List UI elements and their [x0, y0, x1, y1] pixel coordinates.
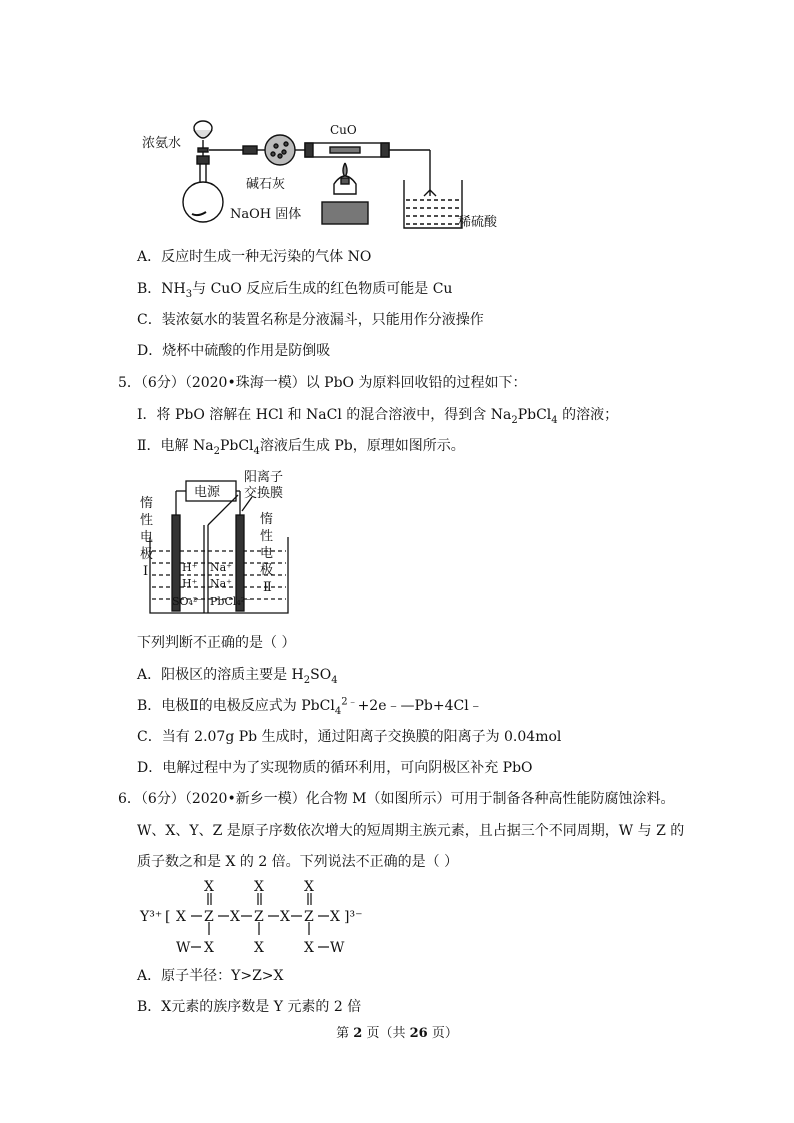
membrane-label-2: 交换膜 — [244, 486, 284, 501]
label-sodalime: 碱石灰 — [246, 177, 286, 192]
right-electrode-char: 极 — [260, 563, 274, 578]
atom-x: X — [176, 909, 186, 925]
option-text: 反应时生成一种无污染的气体 NO — [161, 249, 372, 265]
q4-option-c — [137, 310, 484, 330]
formula-charge: ]³⁻ — [344, 909, 363, 925]
q5-heading: 5．（6分）（2020•珠海一模）以 PbO 为原料回收铅的过程如下： — [118, 375, 527, 391]
atom-x: X — [304, 879, 314, 895]
ion-label: H⁺ — [182, 577, 198, 590]
option-letter: C． — [137, 312, 162, 328]
option-letter: D． — [137, 343, 163, 359]
q6-line-3: 质子数之和是 X 的 2 倍。下列说法不正确的是（ ） — [137, 854, 459, 870]
compound-m-formula — [138, 878, 378, 960]
apparatus-drawing — [183, 121, 462, 228]
right-electrode-char: 性 — [260, 529, 274, 544]
q5-prompt: 下列判断不正确的是（ ） — [137, 635, 296, 651]
formula-text: NH — [161, 281, 186, 297]
option-letter: B． — [137, 281, 162, 297]
subscript: 4 — [551, 414, 558, 426]
option-letter: A． — [137, 249, 162, 265]
option-text: 与 CuO 反应后生成的红色物质可能是 Cu — [192, 281, 453, 297]
step-text: PbCl — [517, 407, 552, 423]
apparatus-figure — [140, 118, 510, 236]
ion-label: Na⁺ — [210, 577, 232, 590]
left-electrode-char: 惰 — [140, 496, 154, 511]
atom-w: W — [176, 940, 191, 956]
atom-x: X — [304, 940, 314, 956]
step-text: 的溶液； — [557, 407, 619, 423]
label-acid: 稀硫酸 — [458, 215, 498, 230]
electrolysis-figure — [138, 467, 298, 619]
subscript: 2 — [303, 674, 311, 686]
subscript: 4 — [331, 674, 338, 686]
page-number: 2 — [353, 1026, 363, 1041]
right-electrode-char: 惰 — [260, 512, 274, 527]
subscript: 3 — [185, 288, 193, 300]
formula-bracket-open: [ — [165, 909, 171, 925]
footer-text: 第 — [336, 1026, 354, 1041]
q5-option-a — [137, 665, 338, 685]
left-electrode-char: 电 — [140, 530, 154, 545]
atom-z: Z — [254, 909, 264, 925]
option-text: SO — [310, 667, 332, 683]
q6-line-2: W、X、Y、Z 是原子序数依次增大的短周期主族元素，且占据三个不同周期，W 与 Z 的 — [137, 823, 685, 839]
q4-option-b — [137, 279, 452, 299]
left-electrode-char: Ⅰ — [143, 564, 149, 579]
step-text: Ⅰ．将 PbO 溶解在 HCl 和 NaCl 的混合溶液中，得到含 Na — [137, 407, 512, 423]
atom-x: X — [280, 909, 290, 925]
q4-option-d — [137, 341, 330, 361]
q5-option-c: C．当有 2.07g Pb 生成时，通过阳离子交换膜的阳离子为 0.04mol — [137, 729, 562, 745]
q5-step-2 — [137, 436, 465, 456]
atom-x: X — [230, 909, 240, 925]
footer-text: 页（共 — [362, 1026, 410, 1041]
atom-x: X — [254, 879, 264, 895]
power-label: 电源 — [194, 485, 221, 500]
formula-atoms — [139, 879, 362, 956]
right-electrode-char: Ⅱ — [263, 580, 272, 595]
option-text: +2e﹣—Pb+4Cl﹣ — [357, 698, 483, 714]
right-electrode-label — [260, 511, 273, 595]
ion-label: PbCl₄²⁻ — [210, 595, 252, 608]
subscript: 2 — [511, 414, 518, 426]
q5-option-b — [137, 696, 483, 716]
q6-heading: 6．（6分）（2020•新乡一模）化合物 M（如图所示）可用于制备各种高性能防腐蚀涂料。 — [118, 791, 675, 807]
footer-text: 页） — [427, 1026, 458, 1041]
step-text: 溶液后生成 Pb，原理如图所示。 — [259, 438, 465, 454]
atom-z: Z — [304, 909, 314, 925]
right-ions — [210, 561, 251, 608]
atom-w: W — [330, 940, 345, 956]
option-text: 烧杯中硫酸的作用是防倒吸 — [162, 343, 331, 359]
option-text: 装浓氨水的装置名称是分液漏斗，只能用作分液操作 — [161, 312, 484, 328]
q4-option-a — [137, 247, 371, 267]
right-electrode-char: 电 — [260, 546, 274, 561]
subscript: 2 — [213, 445, 220, 457]
left-electrode-label — [140, 495, 153, 579]
ion-label: SO₄²⁻ — [172, 595, 204, 608]
left-electrode-char: 极 — [140, 547, 154, 562]
step-text: PbCl — [219, 438, 254, 454]
left-electrode-char: 性 — [140, 513, 154, 528]
subscript: 4 — [334, 705, 342, 717]
page-footer — [0, 1024, 794, 1044]
q6-option-a: A．原子半径：Y>Z>X — [137, 968, 284, 984]
q5-option-d: D．电解过程中为了实现物质的循环利用，可向阴极区补充 PbO — [137, 760, 533, 776]
atom-x: X — [204, 879, 214, 895]
option-text: B．电极Ⅱ的电极反应式为 PbCl — [137, 698, 335, 714]
atom-x: X — [330, 909, 340, 925]
ion-label: H⁺ — [182, 561, 198, 574]
q5-step-1 — [137, 405, 618, 425]
label-ammonia: 浓氨水 — [142, 136, 182, 151]
atom-x: X — [204, 940, 214, 956]
membrane-label-1: 阳离子 — [244, 470, 284, 485]
step-text: Ⅱ．电解 Na — [137, 438, 214, 454]
option-text: A．阳极区的溶质主要是 H — [137, 667, 304, 683]
q6-option-b: B．X元素的族序数是 Y 元素的 2 倍 — [137, 999, 362, 1015]
superscript: 2﹣ — [341, 696, 358, 708]
total-pages: 26 — [409, 1026, 428, 1041]
formula-cation: Y³⁺ — [140, 909, 163, 925]
atom-z: Z — [204, 909, 214, 925]
ion-label: Na⁺ — [210, 561, 232, 574]
label-cuo: CuO — [330, 123, 357, 137]
subscript: 4 — [253, 445, 260, 457]
label-naoh: NaOH 固体 — [230, 207, 302, 222]
atom-x: X — [254, 940, 264, 956]
